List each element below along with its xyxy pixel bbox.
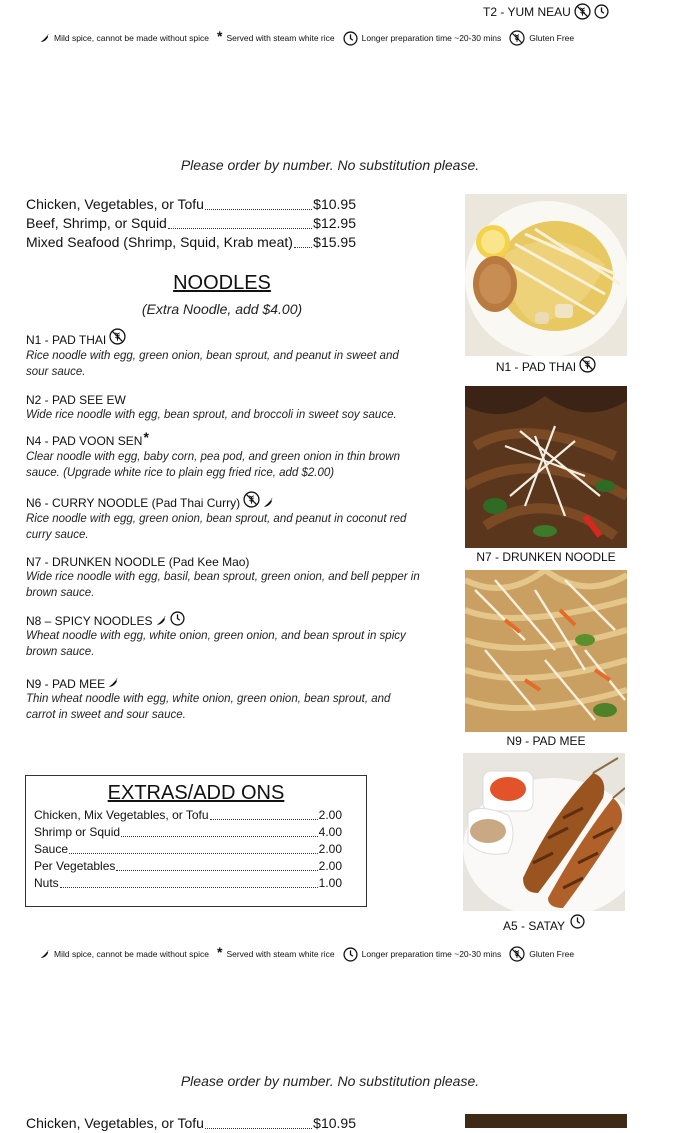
clock-icon (570, 914, 585, 929)
menu-item (26, 613, 421, 660)
legend-longer: Longer preparation time ~20-30 mins (361, 33, 502, 43)
satay-image (463, 753, 625, 911)
item-extra: (Pad Thai Curry) (151, 495, 241, 510)
price-row (26, 233, 356, 252)
item-description: Thin wheat noodle with egg, white onion, green onion, bean sprout, and carrot in sweet and sour sauce. (26, 693, 391, 721)
item-description: Wide rice noodle with egg, basil, bean sprout, green onion, and bell pepper in brown sauce. (26, 571, 420, 599)
menu-item (26, 429, 421, 481)
top-item-label: T2 - YUM NEAU (483, 4, 571, 19)
price-label: Chicken, Vegetables, or Tofu (26, 196, 204, 212)
pad-mee-image (465, 570, 627, 732)
star-icon: * (143, 429, 149, 445)
section-subtitle: (Extra Noodle, add $4.00) (141, 301, 303, 317)
price-value: $12.95 (313, 215, 356, 231)
clock-icon (343, 31, 358, 46)
drunken-noodle-image (465, 386, 627, 548)
price-value: $15.95 (313, 234, 356, 250)
clock-icon (343, 947, 358, 962)
extras-row: Per Vegetables 2.00 (34, 859, 342, 873)
legend-gluten: Gluten Free (529, 949, 575, 959)
extras-box (25, 775, 367, 907)
menu-item (26, 677, 421, 723)
item-name: N8 – SPICY NOODLES (26, 613, 153, 628)
clock-icon (170, 611, 185, 626)
gluten-free-icon (509, 946, 525, 962)
price-value: $10.95 (313, 1115, 356, 1131)
item-description: Clear noodle with egg, baby corn, pea pod, and green onion in thin brown sauce. (Upgrade white rice to plain egg fried rice, add $2.00) (26, 451, 401, 479)
clock-icon (594, 4, 609, 19)
item-name: N1 - PAD THAI (26, 332, 107, 347)
pad-thai-image (465, 194, 627, 356)
food-photo (465, 386, 627, 548)
extras-row: Shrimp or Squid 4.00 (34, 825, 342, 839)
photo-caption: N7 - DRUNKEN NOODLE (476, 550, 616, 564)
item-name: N9 - PAD MEE (26, 677, 106, 691)
gluten-free-icon (509, 30, 525, 46)
gluten-free-icon (579, 356, 596, 373)
photo-caption: N1 - PAD THAI (465, 358, 627, 375)
price-row (26, 214, 356, 233)
star-icon: * (216, 944, 223, 960)
item-description: Rice noodle with egg, green onion, bean sprout, and peanut in sweet and sour sauce. (26, 350, 399, 378)
menu-item (26, 331, 421, 380)
pepper-icon (40, 33, 50, 43)
item-extra: (Pad Kee Mao) (168, 555, 250, 569)
item-description: Wheat noodle with egg, white onion, green onion, and bean sprout in spicy brown sauce. (26, 630, 406, 658)
extras-row: Chicken, Mix Vegetables, or Tofu 2.00 (34, 808, 342, 822)
gluten-free-icon (243, 491, 260, 508)
price-row (26, 1114, 356, 1133)
menu-item (26, 555, 421, 601)
item-name: N2 - PAD SEE EW (26, 393, 126, 407)
legend-steam: Served with steam white rice (226, 33, 335, 43)
top-item (483, 3, 609, 20)
menu-item (26, 393, 421, 423)
extras-row: Nuts 1.00 (34, 876, 342, 890)
gluten-free-icon (574, 3, 591, 20)
item-description: Rice noodle with egg, green onion, bean sprout, and peanut in coconut red curry sauce. (26, 513, 407, 541)
food-photo (465, 1114, 627, 1128)
gluten-free-icon (109, 328, 126, 345)
price-list (26, 195, 356, 252)
menu-item (26, 494, 421, 543)
legend-mild: Mild spice, cannot be made without spice (54, 949, 209, 959)
price-label: Beef, Shrimp, or Squid (26, 215, 167, 231)
legend (40, 946, 582, 962)
pepper-icon (263, 497, 274, 508)
item-name: N7 - DRUNKEN NOODLE (26, 555, 166, 569)
food-photo (465, 194, 627, 356)
price-label: Chicken, Vegetables, or Tofu (26, 1115, 204, 1131)
star-icon: * (216, 28, 223, 44)
pepper-icon (156, 615, 167, 626)
photo-caption: N9 - PAD MEE (506, 734, 586, 748)
order-note: Please order by number. No substitution please. (180, 1073, 480, 1089)
price-label: Mixed Seafood (Shrimp, Squid, Krab meat) (26, 234, 293, 250)
legend (40, 30, 582, 46)
extras-row: Sauce 2.00 (34, 842, 342, 856)
item-description: Wide rice noodle with egg, bean sprout, and broccoli in sweet soy sauce. (26, 409, 397, 421)
order-note: Please order by number. No substitution please. (180, 157, 480, 173)
food-photo (463, 753, 625, 911)
item-name: N6 - CURRY NOODLE (26, 495, 149, 510)
section-title: NOODLES (173, 272, 271, 294)
legend-gluten: Gluten Free (529, 33, 575, 43)
legend-mild: Mild spice, cannot be made without spice (54, 33, 209, 43)
legend-steam: Served with steam white rice (226, 949, 335, 959)
photo-caption: A5 - SATAY (463, 918, 625, 933)
price-list (26, 1114, 356, 1133)
item-name: N4 - PAD VOON SEN (26, 434, 143, 448)
legend-longer: Longer preparation time ~20-30 mins (361, 949, 502, 959)
price-row (26, 195, 356, 214)
pepper-icon (108, 677, 119, 688)
food-photo (465, 570, 627, 732)
pepper-icon (40, 949, 50, 959)
price-value: $10.95 (313, 196, 356, 212)
extras-title: EXTRAS/ADD ONS (107, 782, 285, 804)
